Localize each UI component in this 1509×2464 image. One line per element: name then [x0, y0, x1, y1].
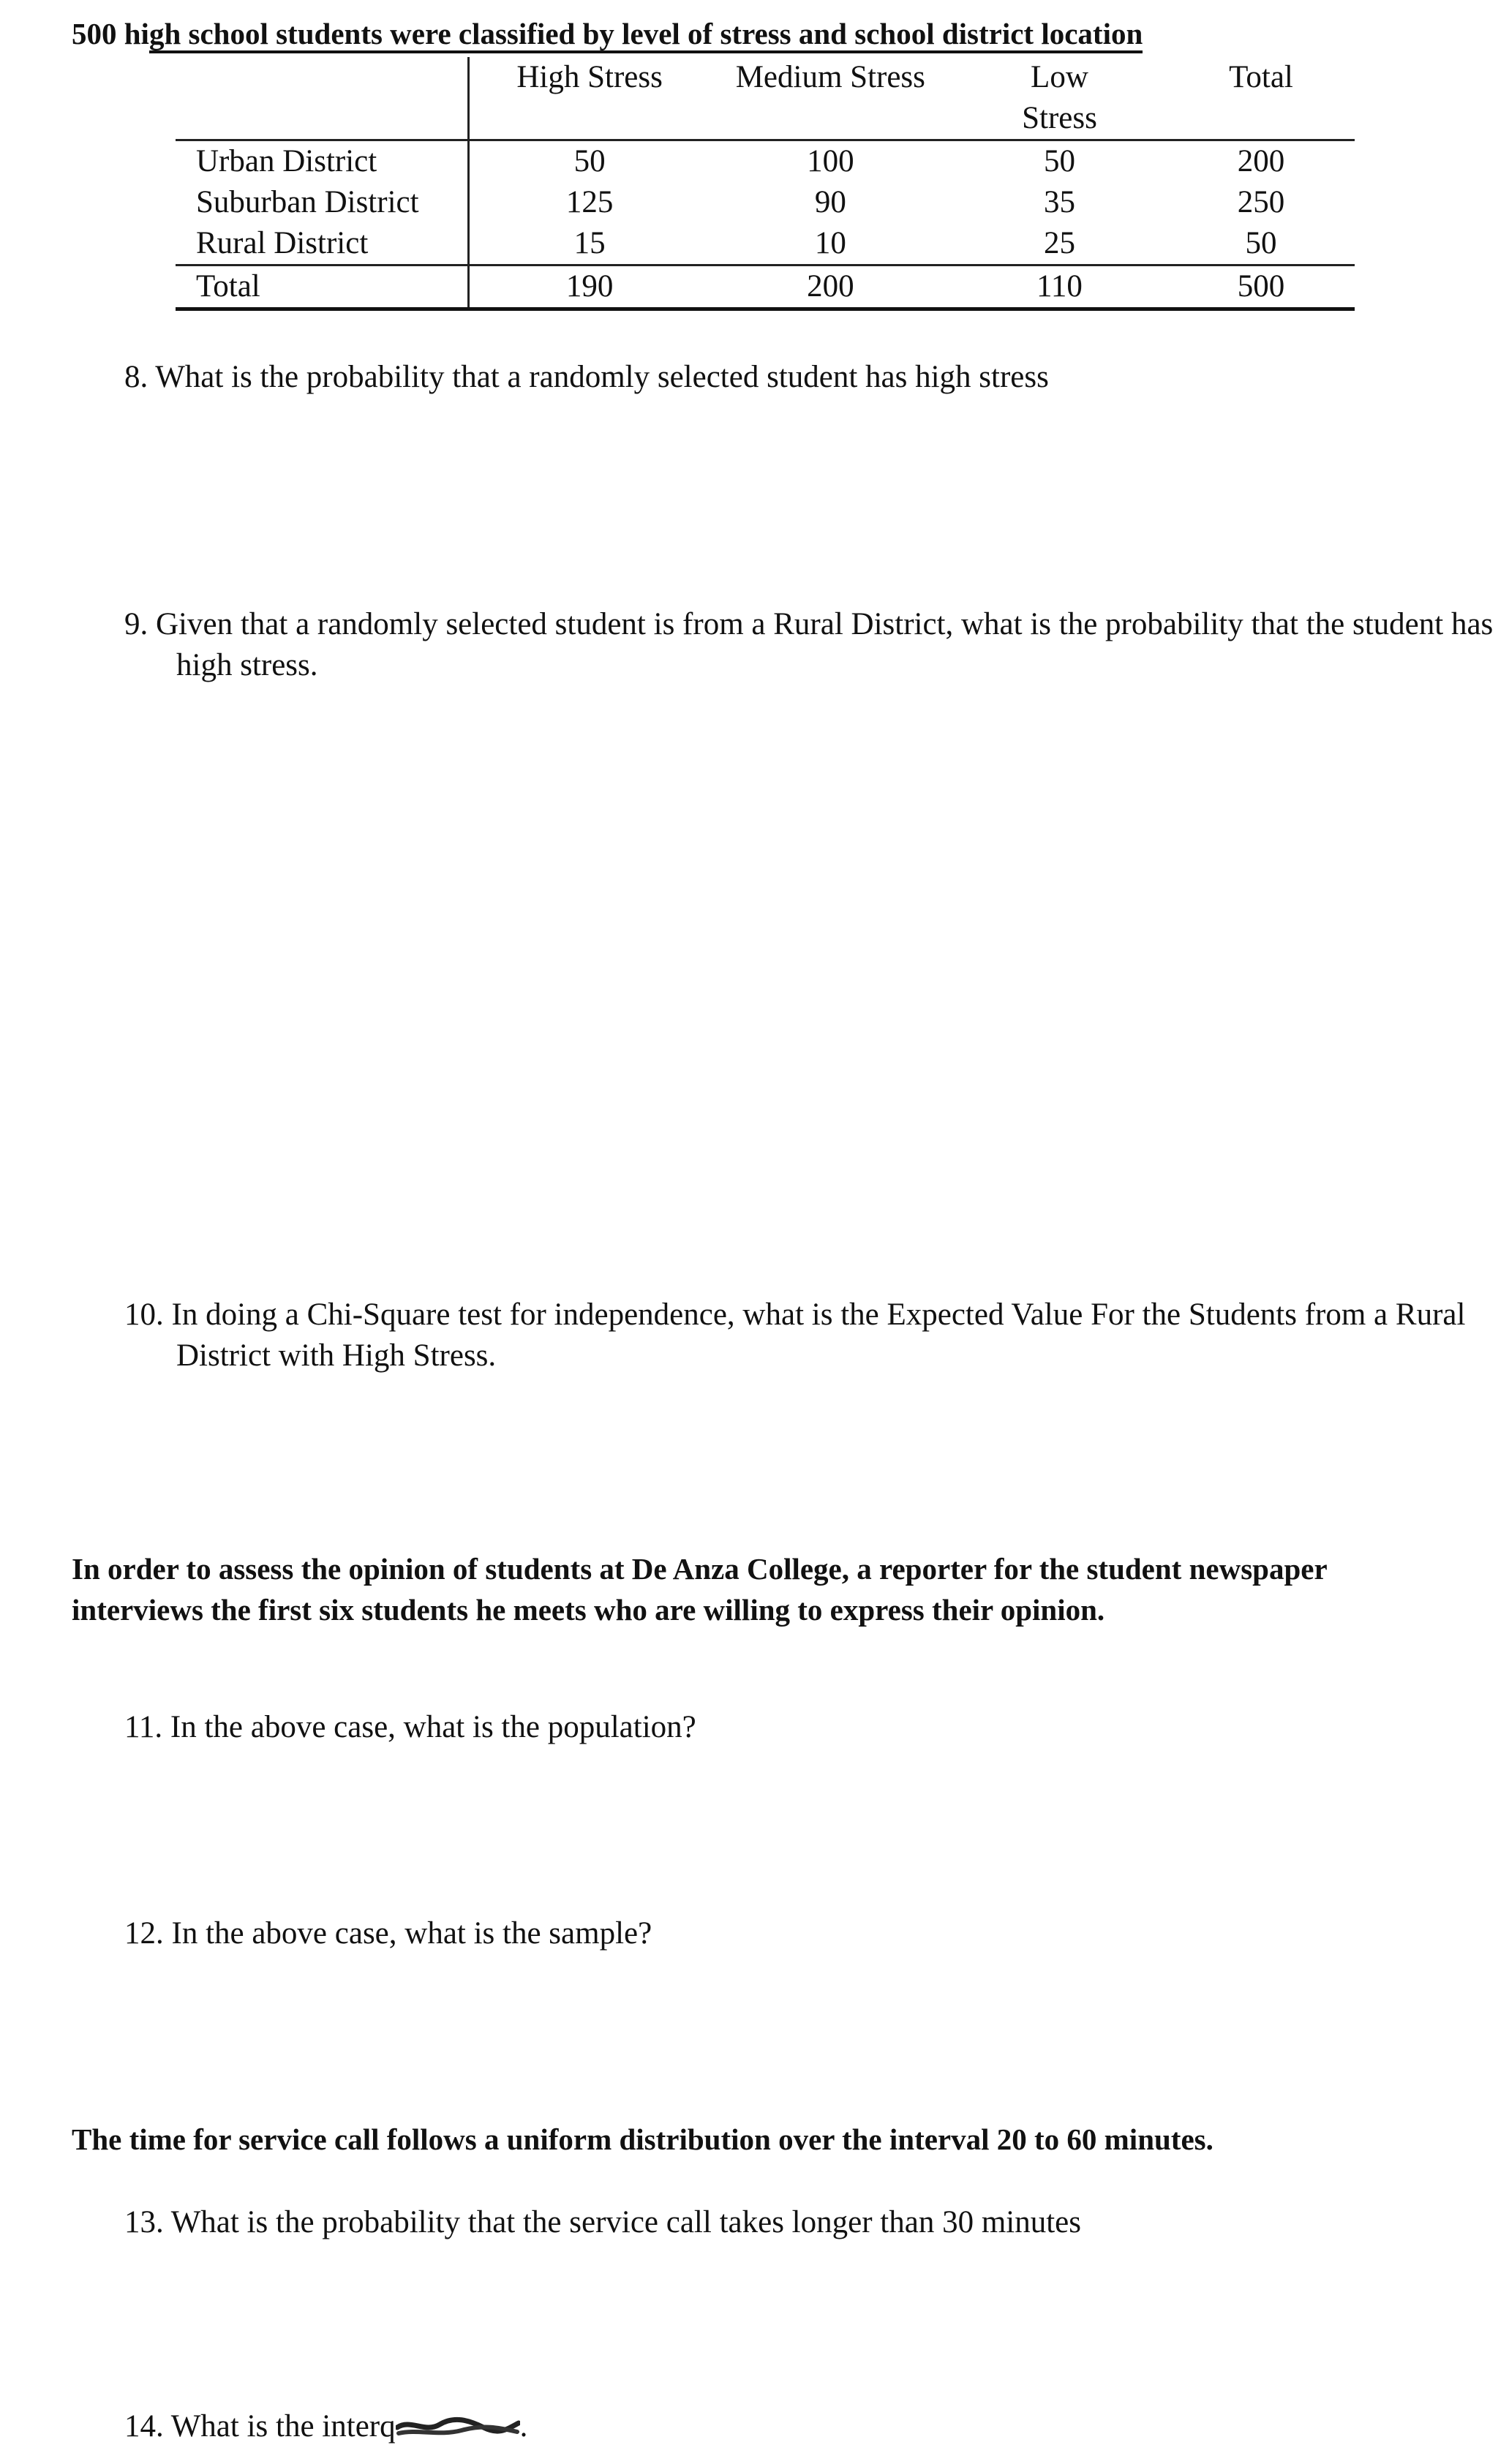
cell-total-grand: 500 — [1167, 265, 1355, 309]
table-row-suburban — [176, 182, 1355, 223]
col-header-high-stress: High Stress — [516, 60, 663, 94]
question-8: 8. What is the probability that a randomly selected student has high stress — [124, 360, 1049, 394]
table-title-underlined: gh school students were classified by level of stress and school district location — [149, 17, 1143, 53]
cell-urban-low: 50 — [952, 140, 1167, 183]
col-header-low-stress — [952, 57, 1167, 140]
table-title-start: 500 hi — [72, 17, 149, 50]
cell-total-medium: 200 — [710, 265, 952, 309]
row-label-urban: Urban District — [176, 140, 469, 183]
cell-rural-medium: 10 — [814, 226, 846, 260]
row-label-total: Total — [176, 265, 469, 309]
col-header-low-line2: Stress — [1022, 101, 1097, 135]
cell-urban-total: 200 — [1167, 140, 1355, 183]
table-corner-cell — [176, 57, 469, 140]
cell-rural-low: 25 — [1043, 226, 1075, 260]
table-row-rural — [176, 223, 1355, 265]
question-9: 9. Given that a randomly selected student is from a Rural District, what is the probability that the student has high stress. — [124, 607, 1494, 682]
question-14 — [124, 2406, 1441, 2447]
question-14-end: . — [519, 2409, 528, 2444]
question-12: 12. In the above case, what is the sample? — [124, 1916, 652, 1951]
cell-rural-total: 50 — [1245, 226, 1277, 260]
cell-urban-high: 50 — [469, 140, 710, 183]
col-header-total: Total — [1229, 60, 1293, 94]
cell-suburban-medium: 90 — [814, 185, 846, 219]
question-10: 10. In doing a Chi-Square test for independence, what is the Expected Value For the Students from a Rural District with High Stress. — [124, 1297, 1466, 1373]
stress-table — [176, 57, 1355, 311]
cell-urban-medium: 100 — [710, 140, 952, 183]
cell-suburban-total: 250 — [1237, 185, 1285, 219]
cell-rural-high: 15 — [573, 226, 606, 260]
table-row-urban — [176, 140, 1355, 183]
cell-total-high: 190 — [469, 265, 710, 309]
question-13: 13. What is the probability that the service call takes longer than 30 minutes — [124, 2205, 1081, 2239]
stress-table-container — [176, 57, 1355, 311]
question-14-text: 14. What is the interq — [124, 2409, 396, 2444]
obscured-text-scribble — [396, 2411, 520, 2440]
question-11: 11. In the above case, what is the population? — [124, 1710, 696, 1744]
col-header-medium-stress: Medium Stress — [735, 60, 925, 94]
deanza-intro: In order to assess the opinion of students at De Anza College, a reporter for the student newspaper interviews the first six students he meets who are willing to express their opinion. — [72, 1552, 1327, 1627]
cell-total-low: 110 — [952, 265, 1167, 309]
uniform-intro: The time for service call follows a uniform distribution over the interval 20 to 60 minutes. — [72, 2122, 1213, 2156]
cell-suburban-low: 35 — [1043, 185, 1075, 219]
table-header-row — [176, 57, 1355, 140]
table-title — [72, 13, 1143, 54]
row-label-suburban: Suburban District — [176, 182, 469, 223]
col-header-low-line1: Low — [1031, 60, 1088, 94]
row-label-rural: Rural District — [176, 223, 469, 265]
table-row-total — [176, 265, 1355, 309]
scribble-icon — [396, 2411, 520, 2441]
cell-suburban-high: 125 — [565, 185, 614, 219]
